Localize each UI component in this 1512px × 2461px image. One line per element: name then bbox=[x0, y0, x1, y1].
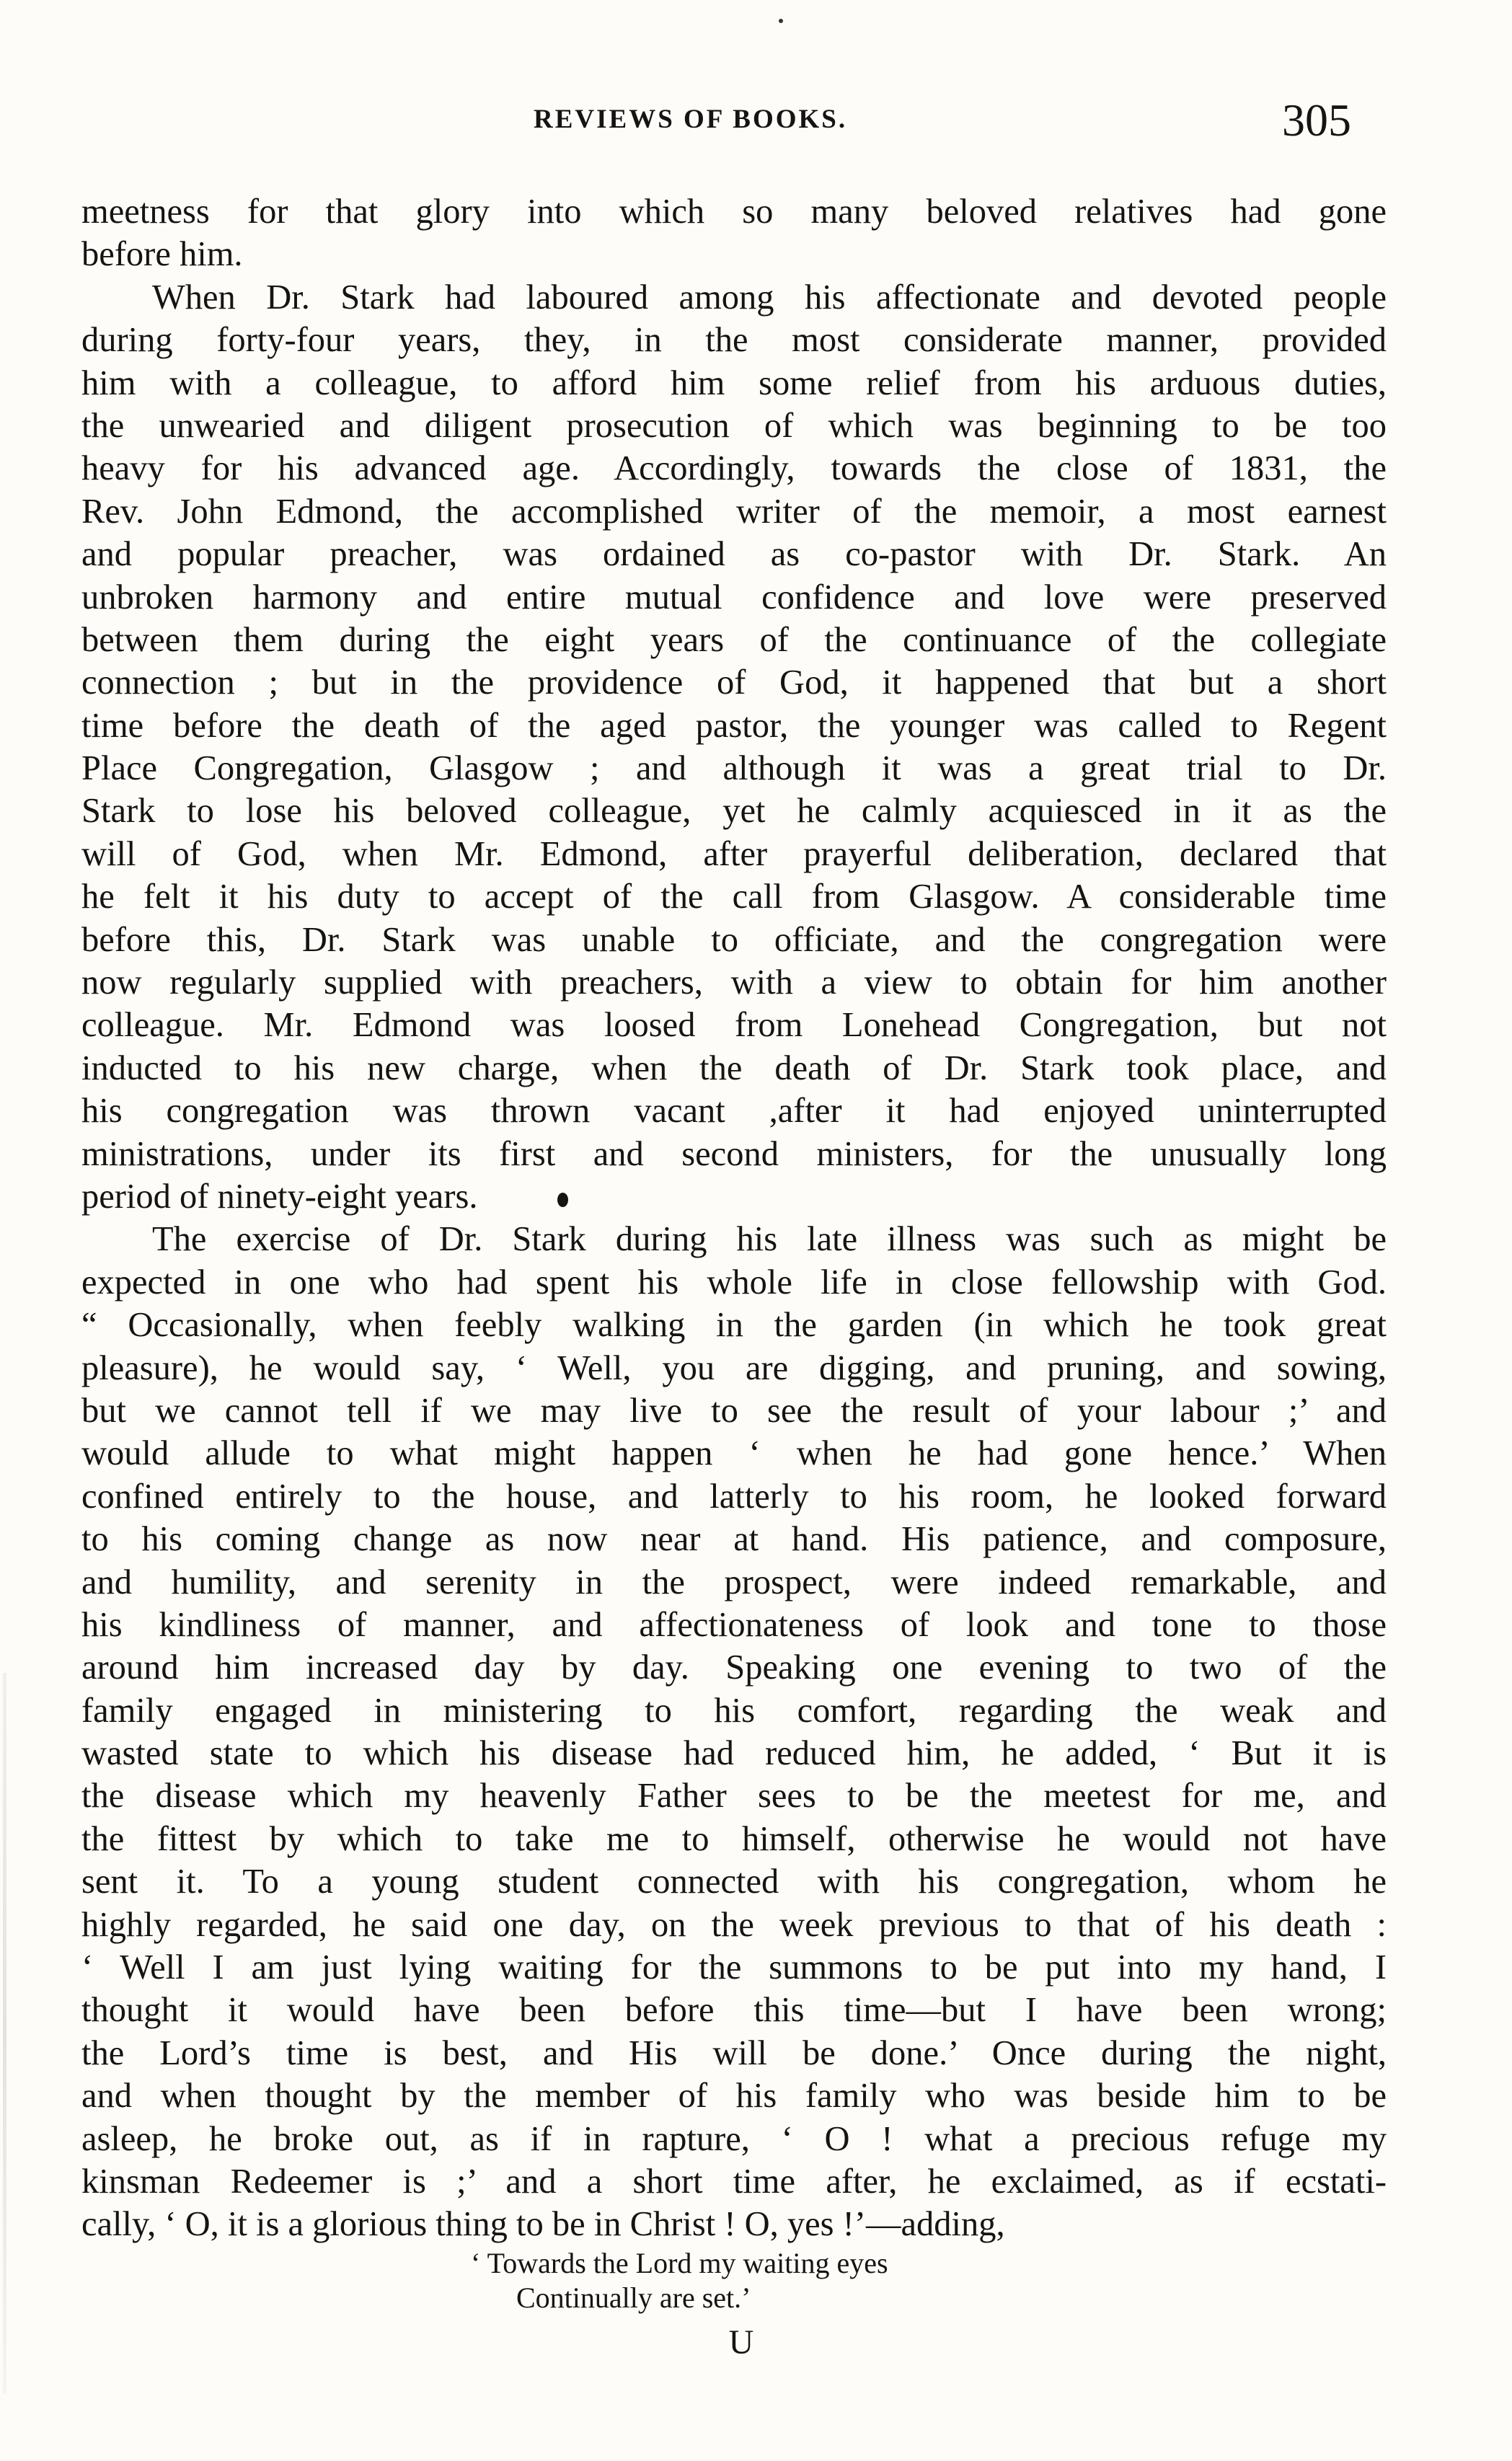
text-line: thought it would have been before this time—but I have been wrong; bbox=[81, 1991, 1387, 2030]
page-number: 305 bbox=[1282, 94, 1351, 146]
text-line: now regularly supplied with preachers, with a view to obtain for him another bbox=[81, 963, 1387, 1002]
text-line: unbroken harmony and entire mutual confidence and love were preserved bbox=[81, 578, 1387, 617]
text-line: around him increased day by day. Speaking one evening to two of the bbox=[81, 1648, 1387, 1687]
text-line: his kindliness of manner, and affectionateness of look and tone to those bbox=[81, 1605, 1387, 1644]
text-line: Rev. John Edmond, the accomplished writer of the memoir, a most earnest bbox=[81, 492, 1387, 531]
text-line: and when thought by the member of his family who was beside him to be bbox=[81, 2077, 1387, 2116]
text-line: inducted to his new charge, when the death of Dr. Stark took place, and bbox=[81, 1048, 1387, 1087]
text-line: expected in one who had spent his whole life in close fellowship with God. bbox=[81, 1263, 1387, 1302]
text-line: sent it. To a young student connected with his congregation, whom he bbox=[81, 1863, 1387, 1901]
text-line: his congregation was thrown vacant ,after it had enjoyed uninterrupted bbox=[81, 1092, 1387, 1131]
text-line: meetness for that glory into which so many beloved relatives had gone bbox=[81, 193, 1387, 231]
ink-blot bbox=[557, 1193, 568, 1207]
paragraph bbox=[81, 1218, 1387, 2245]
paragraph bbox=[81, 190, 1387, 276]
text-line: wasted state to which his disease had reduced him, he added, ‘ But it is bbox=[81, 1734, 1387, 1773]
body-text bbox=[81, 190, 1387, 2364]
text-line: the Lord’s time is best, and His will be done.’ Once during the night, bbox=[81, 2033, 1387, 2072]
text-line: heavy for his advanced age. Accordingly, towards the close of 1831, the bbox=[81, 449, 1387, 488]
running-head bbox=[0, 94, 1512, 149]
text-line: before this, Dr. Stark was unable to officiate, and the congregation were bbox=[81, 920, 1387, 959]
text-line: The exercise of Dr. Stark during his late illness was such as might be bbox=[152, 1220, 1387, 1259]
text-line: to his coming change as now near at hand. His patience, and composure, bbox=[81, 1520, 1387, 1559]
verse-line: Continually are set.’ bbox=[516, 2281, 751, 2314]
text-line: family engaged in ministering to his comfort, regarding the weak and bbox=[81, 1691, 1387, 1730]
running-title: REVIEWS OF BOOKS. bbox=[534, 105, 848, 134]
text-line: asleep, he broke out, as if in rapture, ‘ O ! what a precious refuge my bbox=[81, 2119, 1387, 2158]
text-line: the fittest by which to take me to himself, otherwise he would not have bbox=[81, 1819, 1387, 1858]
verse-line: ‘ Towards the Lord my waiting eyes bbox=[471, 2246, 888, 2279]
text-line: will of God, when Mr. Edmond, after prayerful deliberation, declared that bbox=[81, 834, 1387, 873]
text-line: cally, ‘ O, it is a glorious thing to be in Christ ! O, yes !’—adding, bbox=[81, 2205, 1005, 2244]
text-line: confined entirely to the house, and latterly to his room, he looked forward bbox=[81, 1477, 1387, 1516]
text-line: highly regarded, he said one day, on the week previous to that of his death : bbox=[81, 1905, 1387, 1944]
text-line: him with a colleague, to afford him some relief from his arduous duties, bbox=[81, 363, 1387, 402]
text-line: during forty-four years, they, in the most considerate manner, provided bbox=[81, 321, 1387, 360]
text-line-content: period of ninety-eight years. bbox=[81, 1177, 478, 1216]
text-line: ministrations, under its first and second ministers, for the unusually long bbox=[81, 1134, 1387, 1173]
text-line: the unwearied and diligent prosecution of which was beginning to be too bbox=[81, 406, 1387, 445]
text-line: colleague. Mr. Edmond was loosed from Lonehead Congregation, but not bbox=[81, 1006, 1387, 1045]
text-line: the disease which my heavenly Father sees to be the meetest for me, and bbox=[81, 1777, 1387, 1816]
text-line: between them during the eight years of the continuance of the collegiate bbox=[81, 620, 1387, 659]
paragraph bbox=[81, 276, 1387, 1219]
text-line: but we cannot tell if we may live to see the result of your labour ;’ and bbox=[81, 1391, 1387, 1430]
signature-mark: U bbox=[728, 2323, 754, 2361]
text-line: would allude to what might happen ‘ when he had gone hence.’ When bbox=[81, 1434, 1387, 1473]
text-line: and popular preacher, was ordained as co-pastor with Dr. Stark. An bbox=[81, 535, 1387, 574]
text-line: “ Occasionally, when feebly walking in the garden (in which he took great bbox=[81, 1306, 1387, 1345]
text-line bbox=[81, 1175, 1387, 1218]
text-line: and humility, and serenity in the prospect, were indeed remarkable, and bbox=[81, 1563, 1387, 1601]
text-line: time before the death of the aged pastor, the younger was called to Regent bbox=[81, 706, 1387, 745]
text-line: Place Congregation, Glasgow ; and although it was a great trial to Dr. bbox=[81, 749, 1387, 788]
page-edge-shadow bbox=[3, 1673, 6, 2394]
verse-quote bbox=[81, 2246, 1387, 2315]
text-line: pleasure), he would say, ‘ Well, you are digging, and pruning, and sowing, bbox=[81, 1348, 1387, 1387]
ink-speck bbox=[779, 19, 783, 23]
text-line: When Dr. Stark had laboured among his affectionate and devoted people bbox=[152, 278, 1387, 317]
text-line: connection ; but in the providence of God, it happened that but a short bbox=[81, 663, 1387, 702]
text-line: kinsman Redeemer is ;’ and a short time after, he exclaimed, as if ecstati- bbox=[81, 2162, 1387, 2201]
text-line: ‘ Well I am just lying waiting for the summons to be put into my hand, I bbox=[81, 1948, 1387, 1987]
text-line: Stark to lose his beloved colleague, yet he calmly acquiesced in it as the bbox=[81, 792, 1387, 831]
text-line: he felt it his duty to accept of the call from Glasgow. A considerable time bbox=[81, 878, 1387, 916]
text-line: before him. bbox=[81, 235, 243, 274]
